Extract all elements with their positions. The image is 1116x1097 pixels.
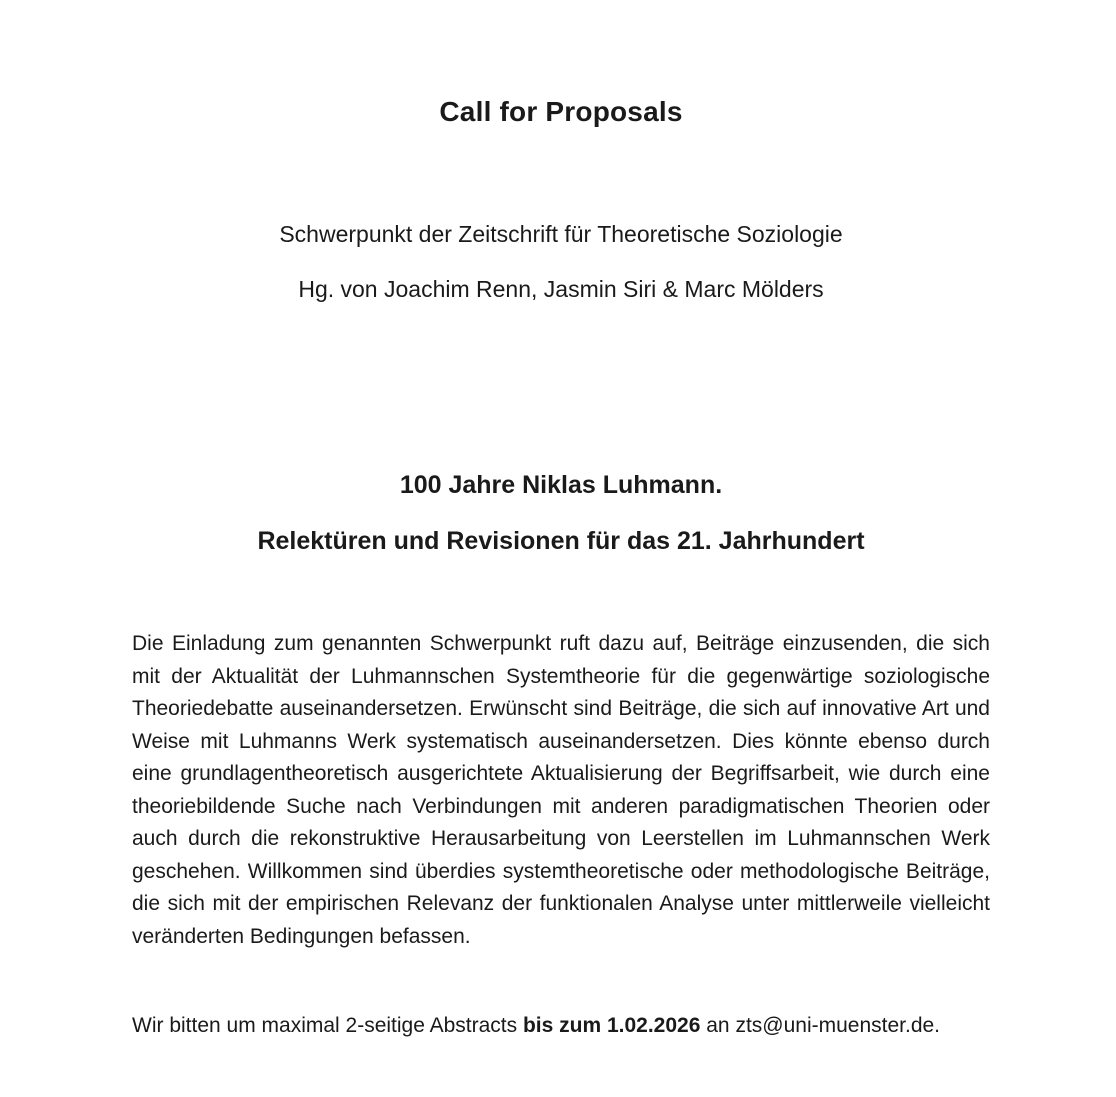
journal-subtitle: Schwerpunkt der Zeitschrift für Theoretische Soziologie [279, 221, 843, 247]
topic-heading-line1: 100 Jahre Niklas Luhmann. [399, 471, 723, 499]
call-description-paragraph: Die Einladung zum genannten Schwerpunkt ruft dazu auf, Beiträge einzusenden, die sich mit der Aktualität der Luhmannschen Systemtheorie für die gegenwärtige soziologische Theoriedebatte auseinandersetzen. Erwünscht sind Beiträge, die sich auf innovative Art und Weise mit Luhmanns Werk systematisch auseinandersetzen. Dies könnte ebenso durch eine grundlagentheoretisch ausgerichtete Aktualisierung der Begriffsarbeit, wie durch eine theoriebildende Suche nach Verbindungen mit anderen paradigmatischen Theorien oder auch durch die rekonstruktive Herausarbeitung von Leerstellen im Luhmannschen Werk geschehen. Willkommen sind überdies systemtheoretische oder methodologische Beiträge, die sich mit der empirischen Relevanz der funktionalen Analyse unter mittlerweile vielleicht veränderten Bedingungen befassen. [132, 632, 990, 948]
submission-email-text: an zts@uni-muenster.de. [706, 1014, 941, 1037]
submission-instructions-prefix: Wir bitten um maximal 2-seitige Abstracts [132, 1014, 518, 1037]
submission-instructions [132, 1011, 990, 1041]
topic-heading-line2: Relektüren und Revisionen für das 21. Jahrhundert [257, 527, 865, 555]
document-content [0, 95, 1116, 1097]
editors-line: Hg. von Joachim Renn, Jasmin Siri & Marc Mölders [298, 276, 824, 302]
submission-deadline: bis zum 1.02.2026 [522, 1014, 701, 1037]
document-title: Call for Proposals [439, 96, 683, 127]
